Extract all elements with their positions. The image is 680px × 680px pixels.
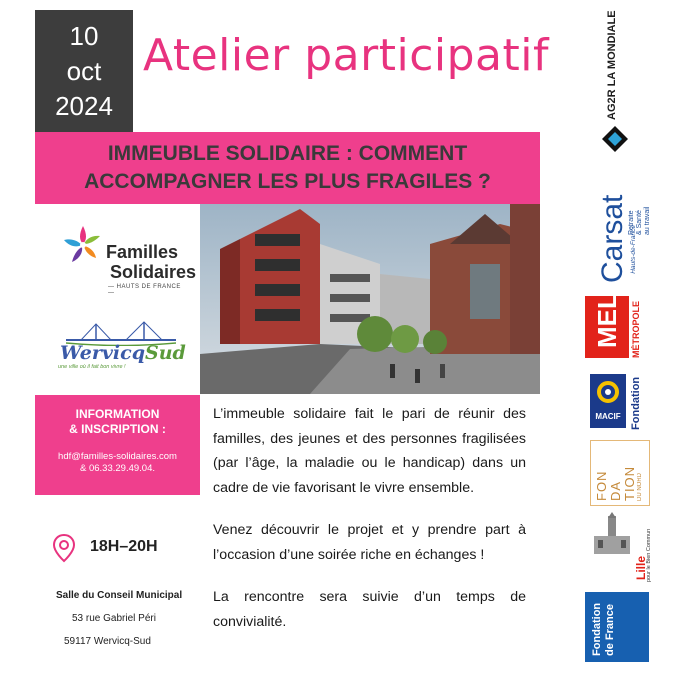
date-box <box>35 10 133 132</box>
ag2r-diamond-icon <box>600 124 630 154</box>
description <box>213 402 526 652</box>
solidaires-text: Solidaires <box>110 262 197 282</box>
lille-logo <box>588 512 652 582</box>
info-box <box>35 395 200 495</box>
macif-text: MACIF <box>595 412 621 421</box>
carsat-text: Carsat <box>596 194 629 283</box>
lille-text: Lille <box>634 555 648 580</box>
venue-city: 59117 Wervicq-Sud <box>64 636 151 647</box>
carsat-region: Hauts-de-France <box>630 225 637 274</box>
info-contact <box>35 451 200 475</box>
macif-fondation-text: Fondation <box>630 376 642 430</box>
sud-text: Sud <box>145 342 186 364</box>
fondation-letters <box>595 445 637 501</box>
hauts-de-france-text: — HAUTS DE FRANCE — <box>108 284 181 296</box>
venue-street: 53 rue Gabriel Péri <box>72 613 156 624</box>
date-month: oct <box>66 55 102 86</box>
location-pin-icon <box>52 533 76 563</box>
wervicq-sud-text <box>60 342 186 364</box>
event-time: 18H–20H <box>90 538 158 555</box>
macif-fondation-logo <box>590 370 650 430</box>
wervicq-sud-logo <box>58 318 188 378</box>
date-year: 2024 <box>55 90 113 121</box>
date-day: 10 <box>69 20 99 51</box>
fdf-text <box>591 600 617 656</box>
fondation-l3: TION <box>622 465 637 501</box>
mel-sub: MÉTROPOLE <box>631 300 641 358</box>
fondation-du-nord-logo <box>590 440 650 506</box>
fondation-nord-sub: DU NORD <box>637 473 643 501</box>
wervicq-tagline: une ville où il fait bon vivre ! <box>58 364 126 370</box>
ag2r-text: AG2R LA MONDIALE <box>606 10 618 120</box>
carsat-tagline-3: au travail <box>644 206 651 235</box>
description-paragraph-1: L’immeuble solidaire fait le pari de réunir des familles, des jeunes et des personnes fragilisées (par l’âge, la maladie ou le handicap) dans un cadre de vie favorisant le vivre ensemble. <box>213 406 526 496</box>
lille-belfry-icon <box>590 512 634 558</box>
contact-email[interactable]: hdf@familles-solidaires.com <box>58 451 177 462</box>
venue-name: Salle du Conseil Municipal <box>56 590 183 601</box>
carsat-tagline-2: & Santé <box>636 210 643 235</box>
fdf-line-2: de France <box>604 604 616 656</box>
lille-sub: pour le Bien Commun <box>646 528 652 582</box>
flower-icon <box>60 222 106 268</box>
info-title <box>35 407 200 437</box>
event-title: Atelier participatif <box>143 30 549 81</box>
contact-phone[interactable]: & 06.33.29.49.04. <box>79 463 155 474</box>
fondation-de-france-logo <box>585 592 649 662</box>
carsat-logo <box>596 165 651 283</box>
headline-line-1: IMMEUBLE SOLIDAIRE : COMMENT <box>107 142 468 165</box>
description-paragraph-3: La rencontre sera suivie d’un temps de convivialité. <box>213 589 526 630</box>
headline-banner <box>35 132 540 204</box>
fondation-l1: FON <box>594 470 609 501</box>
info-title-line-2: & INSCRIPTION : <box>69 422 166 436</box>
fdf-line-1: Fondation <box>591 602 603 656</box>
carsat-tagline-1: Retraite <box>628 210 635 235</box>
description-paragraph-2: Venez découvrir le projet et y prendre part à l’occasion d’une soirée riche en échanges ! <box>213 522 526 563</box>
macif-swirl-icon <box>596 380 620 404</box>
macif-block <box>590 374 626 428</box>
info-title-line-1: INFORMATION <box>75 407 160 421</box>
mel-block <box>585 293 629 358</box>
mel-text: MEL <box>592 293 622 348</box>
familles-solidaires-logo <box>52 222 197 300</box>
fondation-l2: DA <box>608 480 623 501</box>
headline-line-2: ACCOMPAGNER LES PLUS FRAGILES ? <box>84 170 491 193</box>
mel-logo <box>585 293 650 358</box>
familles-text: Familles <box>106 242 179 262</box>
building-photo <box>200 204 540 394</box>
ag2r-logo <box>598 12 634 157</box>
wervicq-text: Wervicq <box>60 342 145 364</box>
